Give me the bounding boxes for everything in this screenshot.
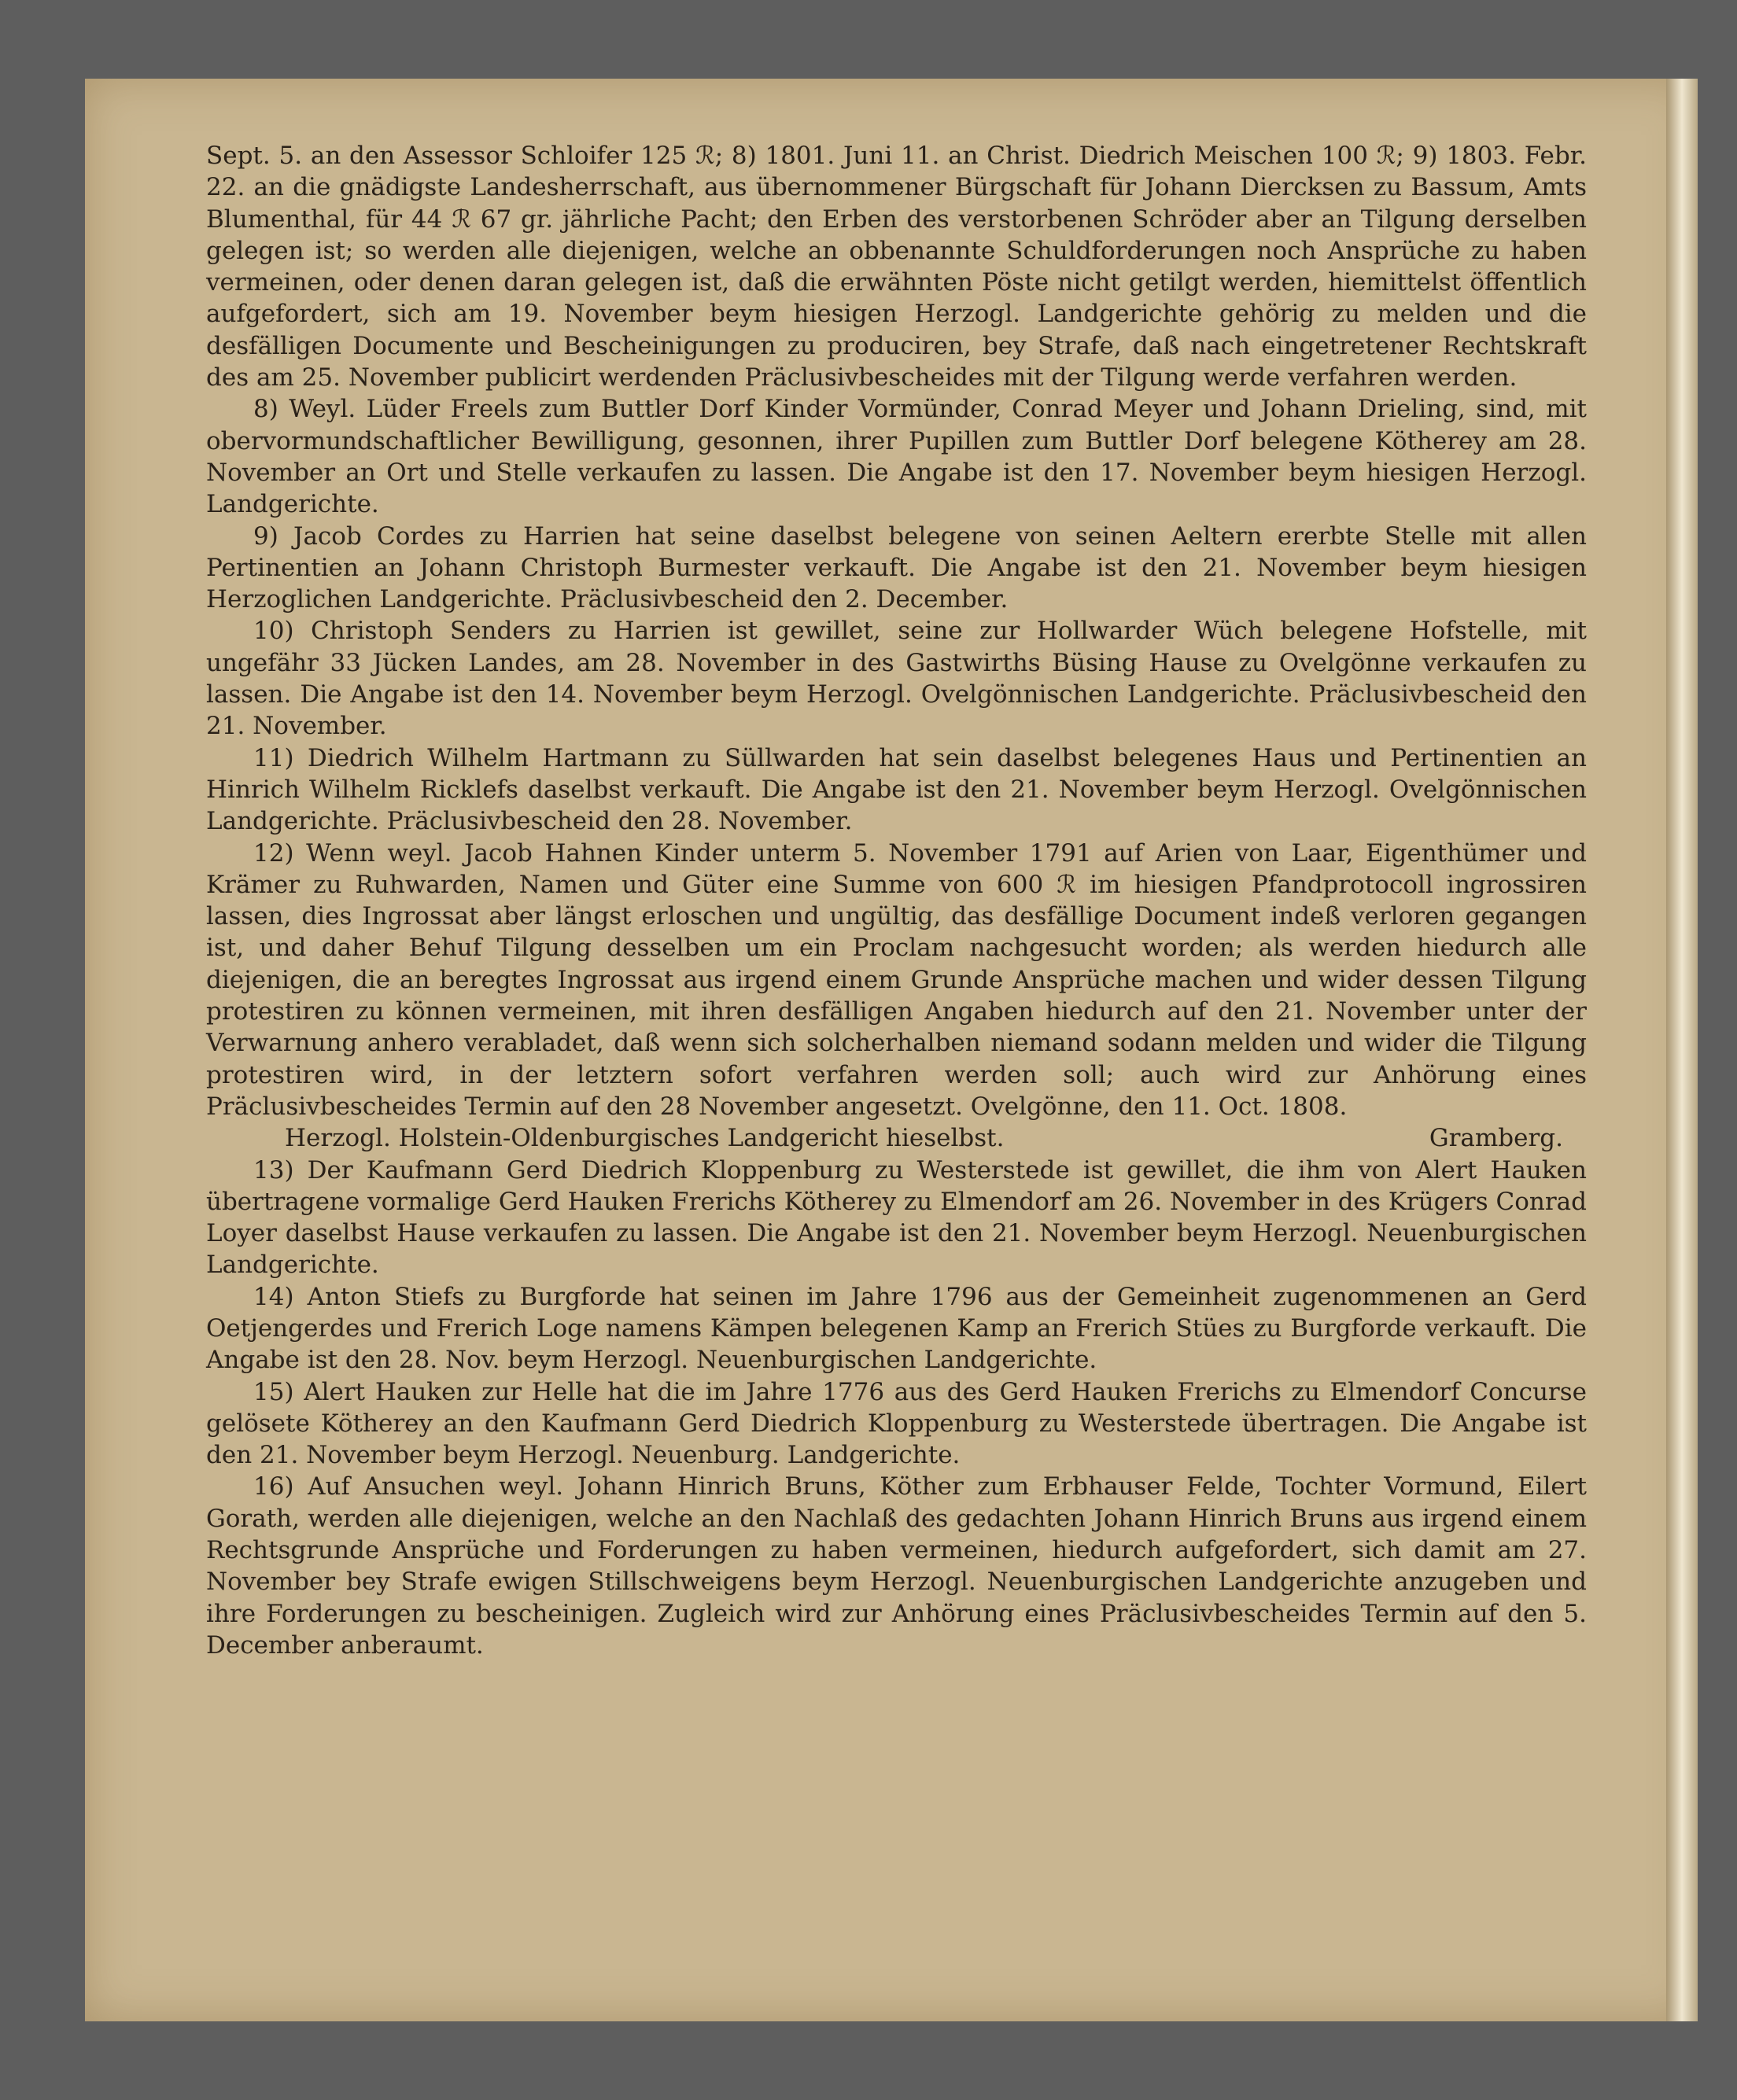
paragraph-9: 15) Alert Hauken zur Helle hat die im Jahre 1776 aus des Gerd Hauken Frerichs zu Elmendorf Concurse gelösete Kötherey an den Kaufmann Gerd Diedrich Kloppenburg zu Westerstede übertragen. Die Angabe ist den 21. November beym Herzogl. Neuenburg. Landgerichte. [206,1377,1587,1470]
paragraph-4: 10) Christoph Senders zu Harrien ist gewillet, seine zur Hollwarder Wüch belegene Hofstelle, mit ungefähr 33 Jücken Landes, am 28. November in des Gastwirths Büsing Hause zu Ovelgönne verkaufen zu lassen. Die Angabe ist den 14. November beym Herzogl. Ovelgönnischen Landgerichte. Präclusivbescheid den 21. November. [206,617,1587,741]
paragraph-5: 11) Diedrich Wilhelm Hartmann zu Süllwarden hat sein daselbst belegenes Haus und Pertinentien an Hinrich Wilhelm Ricklefs daselbst verkauft. Die Angabe ist den 21. November beym Herzogl. Ovelgönnischen Landgerichte. Präclusivbescheid den 28. November. [206,743,1587,836]
page-gutter [1666,79,1698,2021]
paragraph-1: Sept. 5. an den Assessor Schloifer 125 ℛ; 8) 1801. Juni 11. an Christ. Diedrich Meischen 100 ℛ; 9) 1803. Febr. 22. an die gnädigste Landesherrschaft, aus übernommener Bürgschaft für Johann Diercksen zu Bassum, Amts Blumenthal, für 44 ℛ 67 gr. jährliche Pacht; den Erben des verstorbenen Schröder aber an Tilgung derselben gelegen ist; so werden alle diejenigen, welche an obbenannte Schuldforderungen noch Ansprüche zu haben vermeinen, oder denen daran gelegen ist, daß die erwähnten Pöste nicht getilgt werden, hiemittelst öffentlich aufgefordert, sich am 19. November beym hiesigen Herzogl. Landgerichte gehörig zu melden und die desfälligen Documente und Bescheinigungen zu produciren, bey Strafe, daß nach eingetretener Rechtskraft des am 25. November publicirt werdenden Präclusivbescheides mit der Tilgung werde verfahren werden. [206,142,1587,392]
paragraph-6: 12) Wenn weyl. Jacob Hahnen Kinder unterm 5. November 1791 auf Arien von Laar, Eigenthümer und Krämer zu Ruhwarden, Namen und Güter eine Summe von 600 ℛ im hiesigen Pfandprotocoll ingrossiren lassen, dies Ingrossat aber längst erloschen und ungültig, das desfällige Document indeß verloren gegangen ist, und daher Behuf Tilgung desselben um ein Proclam nachgesucht worden; als werden hiedurch alle diejenigen, die an beregtes Ingrossat aus irgend einem Grunde Ansprüche machen und wider dessen Tilgung protestiren zu können vermeinen, mit ihren desfälligen Angaben hiedurch auf den 21. November unter der Verwarnung anhero verabladet, daß wenn sich solcherhalben niemand sodann melden und wider die Tilgung protestiren wird, in der letztern sofort verfahren werden soll; auch wird zur Anhörung eines Präclusivbescheides Termin auf den 28 November angesetzt. Ovelgönne, den 11. Oct. 1808. [206,838,1587,1121]
page-text [206,140,1587,1661]
court-signature: Herzogl. Holstein-Oldenburgisches Landgericht hieselbst. [285,1124,1005,1153]
paragraph-2: 8) Weyl. Lüder Freels zum Buttler Dorf Kinder Vormünder, Conrad Meyer und Johann Drieling, sind, mit obervormundschaftlicher Bewilligung, gesonnen, ihrer Pupillen zum Buttler Dorf belegene Kötherey am 28. November an Ort und Stelle verkaufen zu lassen. Die Angabe ist den 17. November beym hiesigen Herzogl. Landgerichte. [206,395,1587,519]
paragraph-7: 13) Der Kaufmann Gerd Diedrich Kloppenburg zu Westerstede ist gewillet, die ihm von Alert Hauken übertragene vormalige Gerd Hauken Frerichs Kötherey zu Elmendorf am 26. November in des Krügers Conrad Loyer daselbst Hause verkaufen zu lassen. Die Angabe ist den 21. November beym Herzogl. Neuenburgischen Landgerichte. [206,1155,1587,1280]
paragraph-8: 14) Anton Stiefs zu Burgforde hat seinen im Jahre 1796 aus der Gemeinheit zugenommenen an Gerd Oetjengerdes und Frerich Loge namens Kämpen belegenen Kamp an Frerich Stües zu Burgforde verkauft. Die Angabe ist den 28. Nov. beym Herzogl. Neuenburgischen Landgerichte. [206,1282,1587,1375]
paragraph-10: 16) Auf Ansuchen weyl. Johann Hinrich Bruns, Köther zum Erbhauser Felde, Tochter Vormund, Eilert Gorath, werden alle diejenigen, welche an den Nachlaß des gedachten Johann Hinrich Bruns aus irgend einem Rechtsgrunde Ansprüche und Forderungen zu haben vermeinen, hiedurch aufgefordert, sich damit am 27. November bey Strafe ewigen Stillschweigens beym Herzogl. Neuenburgischen Landgerichte anzugeben und ihre Forderungen zu bescheinigen. Zugleich wird zur Anhörung eines Präclusivbescheides Termin auf den 5. December anberaumt. [206,1472,1587,1660]
signature-line [206,1122,1587,1154]
signatory-name: Gramberg. [1429,1124,1563,1153]
paragraph-3: 9) Jacob Cordes zu Harrien hat seine daselbst belegene von seinen Aeltern ererbte Stelle mit allen Pertinentien an Johann Christoph Burmester verkauft. Die Angabe ist den 21. November beym hiesigen Herzoglichen Landgerichte. Präclusivbescheid den 2. December. [206,521,1587,614]
